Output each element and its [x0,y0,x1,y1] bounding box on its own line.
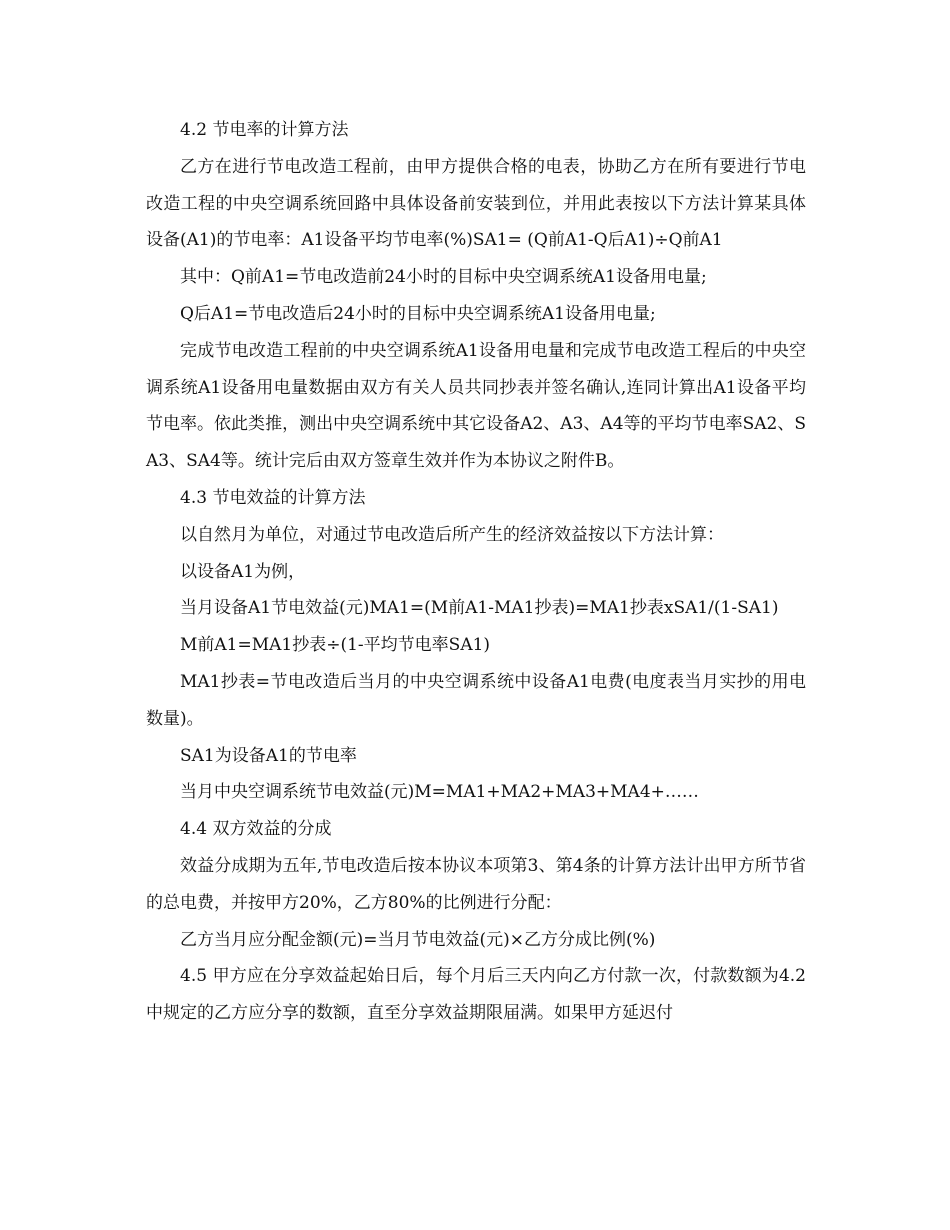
formula-total-benefit: 当月中央空调系统节电效益(元)M=MA1+MA2+MA3+MA4+…… [180,782,699,803]
section-4-5-payment: 4.5 甲方应在分享效益起始日后，每个月后三天内向乙方付款一次，付款数额为4.2中规定的乙方应分享的数额，直至分享效益期限届满。如果甲方延迟付 [146,966,806,1024]
paragraph-ma1-reading-definition: MA1抄表=节电改造后当月的中央空调系统中设备A1电费(电度表当月实抄的用电数量)。 [146,671,806,729]
section-heading-4-3: 4.3 节电效益的计算方法 [180,487,366,508]
paragraph-example-a1: 以设备A1为例， [180,561,306,582]
paragraph-monthly-calculation: 以自然月为单位，对通过节电改造后所产生的经济效益按以下方法计算： [180,524,724,545]
paragraph-meter-reading-confirmation: 完成节电改造工程前的中央空调系统A1设备用电量和完成节电改造工程后的中央空调系统A1设备用电量数据由双方有关人员共同抄表并签名确认,连同计算出A1设备平均节电率。依此类推，测出中央空调系统中其它设备A2、A3、A4等的平均节电率SA2、SA3、SA4等。统计完后由双方签章生效并作为本协议之附件B。 [146,340,806,472]
section-heading-4-2: 4.2 节电率的计算方法 [180,120,349,140]
paragraph-q-after-definition: Q后A1=节电改造后24小时的目标中央空调系统A1设备用电量; [180,303,656,324]
paragraph-benefit-sharing: 效益分成期为五年,节电改造后按本协议本项第3、第4条的计算方法计出甲方所节省的总电费，并按甲方20%，乙方80%的比例进行分配： [146,855,806,913]
paragraph-sa1-definition: SA1为设备A1的节电率 [180,745,357,766]
formula-m-before-a1: M前A1=MA1抄表÷(1-平均节电率SA1) [180,635,491,656]
section-heading-4-4: 4.4 双方效益的分成 [180,819,332,840]
formula-ma1-benefit: 当月设备A1节电效益(元)MA1=(M前A1-MA1抄表)=MA1抄表xSA1/(1-SA1) [180,598,779,619]
paragraph-q-before-definition: 其中：Q前A1=节电改造前24小时的目标中央空调系统A1设备用电量; [180,267,707,288]
formula-party-b-share: 乙方当月应分配金额(元)=当月节电效益(元)×乙方分成比例(%) [180,929,656,950]
document-body [146,112,806,1032]
paragraph-meter-installation: 乙方在进行节电改造工程前，由甲方提供合格的电表，协助乙方在所有要进行节电改造工程的中央空调系统回路中具体设备前安装到位，并用此表按以下方法计算某具体设备(A1)的节电率：A1设备平均节电率(%)SA1= (Q前A1-Q后A1)÷Q前A1 [146,156,806,251]
